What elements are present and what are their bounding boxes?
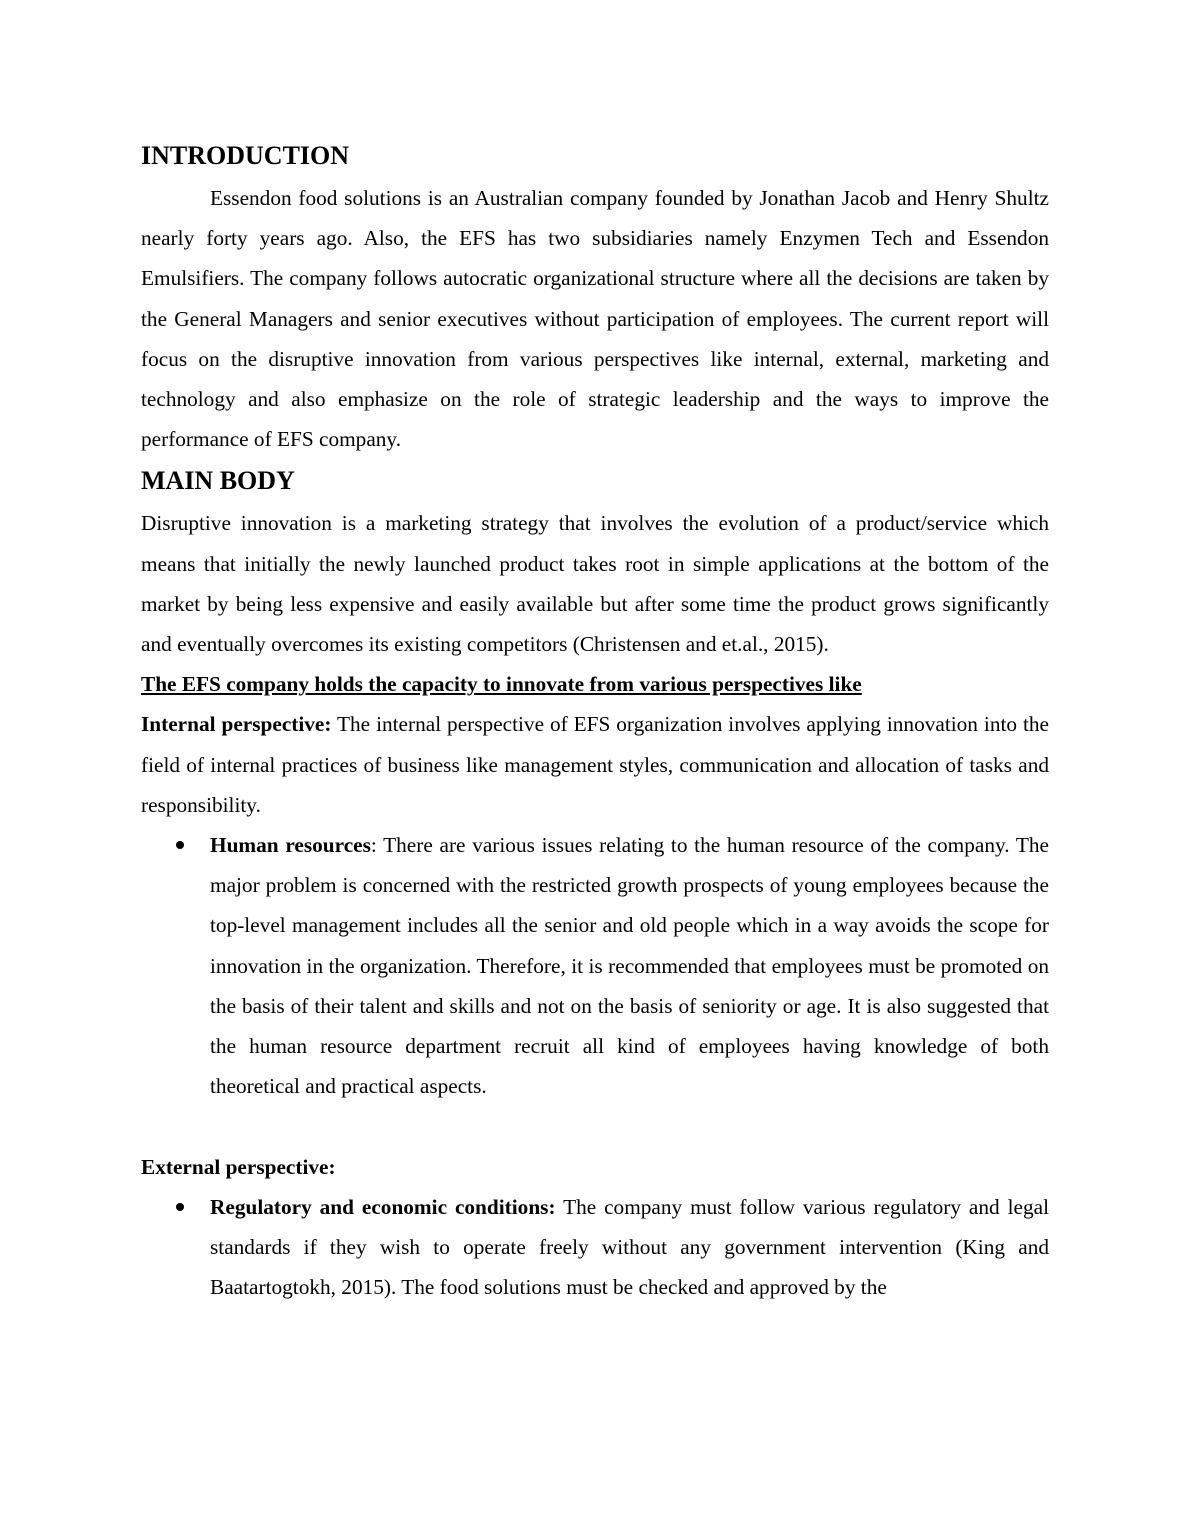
internal-perspective-paragraph <box>141 704 1049 825</box>
human-resources-text: : There are various issues relating to the human resource of the company. The major problem is concerned with the restricted growth prospects of young employees because the top-level management includes all the senior and old people which in a way avoids the scope for innovation in the organization. Therefore, it is recommended that employees must be promoted on the basis of their talent and skills and not on the basis of seniority or age. It is also suggested that the human resource department recruit all kind of employees having knowledge of both theoretical and practical aspects. <box>210 833 1049 1099</box>
main-body-paragraph: Disruptive innovation is a marketing strategy that involves the evolution of a product/service which means that initially the newly launched product takes root in simple applications at the bottom of the market by being less expensive and easily available but after some time the product grows significantly and eventually overcomes its existing competitors (Christensen and et.al., 2015). <box>141 511 1049 657</box>
blank-line <box>141 1106 1049 1146</box>
regulatory-conditions-text: The company must follow various regulatory and legal standards if they wish to operate freely without any government intervention (King and Baatartogtokh, 2015). The food solutions must be checked and approved by the <box>210 1194 1049 1300</box>
external-bullet-list <box>141 1187 1049 1308</box>
internal-perspective-label: Internal perspective: <box>141 712 332 737</box>
internal-bullet-list <box>141 825 1049 1106</box>
external-perspective-heading <box>141 1147 1049 1187</box>
human-resources-label: Human resources <box>210 833 371 858</box>
bullet-icon <box>176 841 184 849</box>
regulatory-conditions-label: Regulatory and economic conditions: <box>210 1194 556 1219</box>
list-item-human-resources <box>141 825 1049 1106</box>
introduction-heading: INTRODUCTION <box>141 141 350 170</box>
bullet-icon <box>176 1203 184 1211</box>
list-item-regulatory-conditions <box>141 1187 1049 1308</box>
innovation-perspectives-subheading: The EFS company holds the capacity to innovate from various perspectives like <box>141 672 862 697</box>
main-body-heading: MAIN BODY <box>141 466 295 496</box>
external-perspective-label: External perspective: <box>141 1154 336 1179</box>
internal-perspective-text: The internal perspective of EFS organization involves applying innovation into the field of internal practices of business like management styles, communication and allocation of tasks and responsibility. <box>141 712 1049 817</box>
document-page <box>141 139 1049 1307</box>
introduction-paragraph: Essendon food solutions is an Australian company founded by Jonathan Jacob and Henry Shultz nearly forty years ago. Also, the EFS has two subsidiaries namely Enzymen Tech and Essendon Emulsifiers. The company follows autocratic organizational structure where all the decisions are taken by the General Managers and senior executives without participation of employees. The current report will focus on the disruptive innovation from various perspectives like internal, external, marketing and technology and also emphasize on the role of strategic leadership and the ways to improve the performance of EFS company. <box>141 186 1049 452</box>
